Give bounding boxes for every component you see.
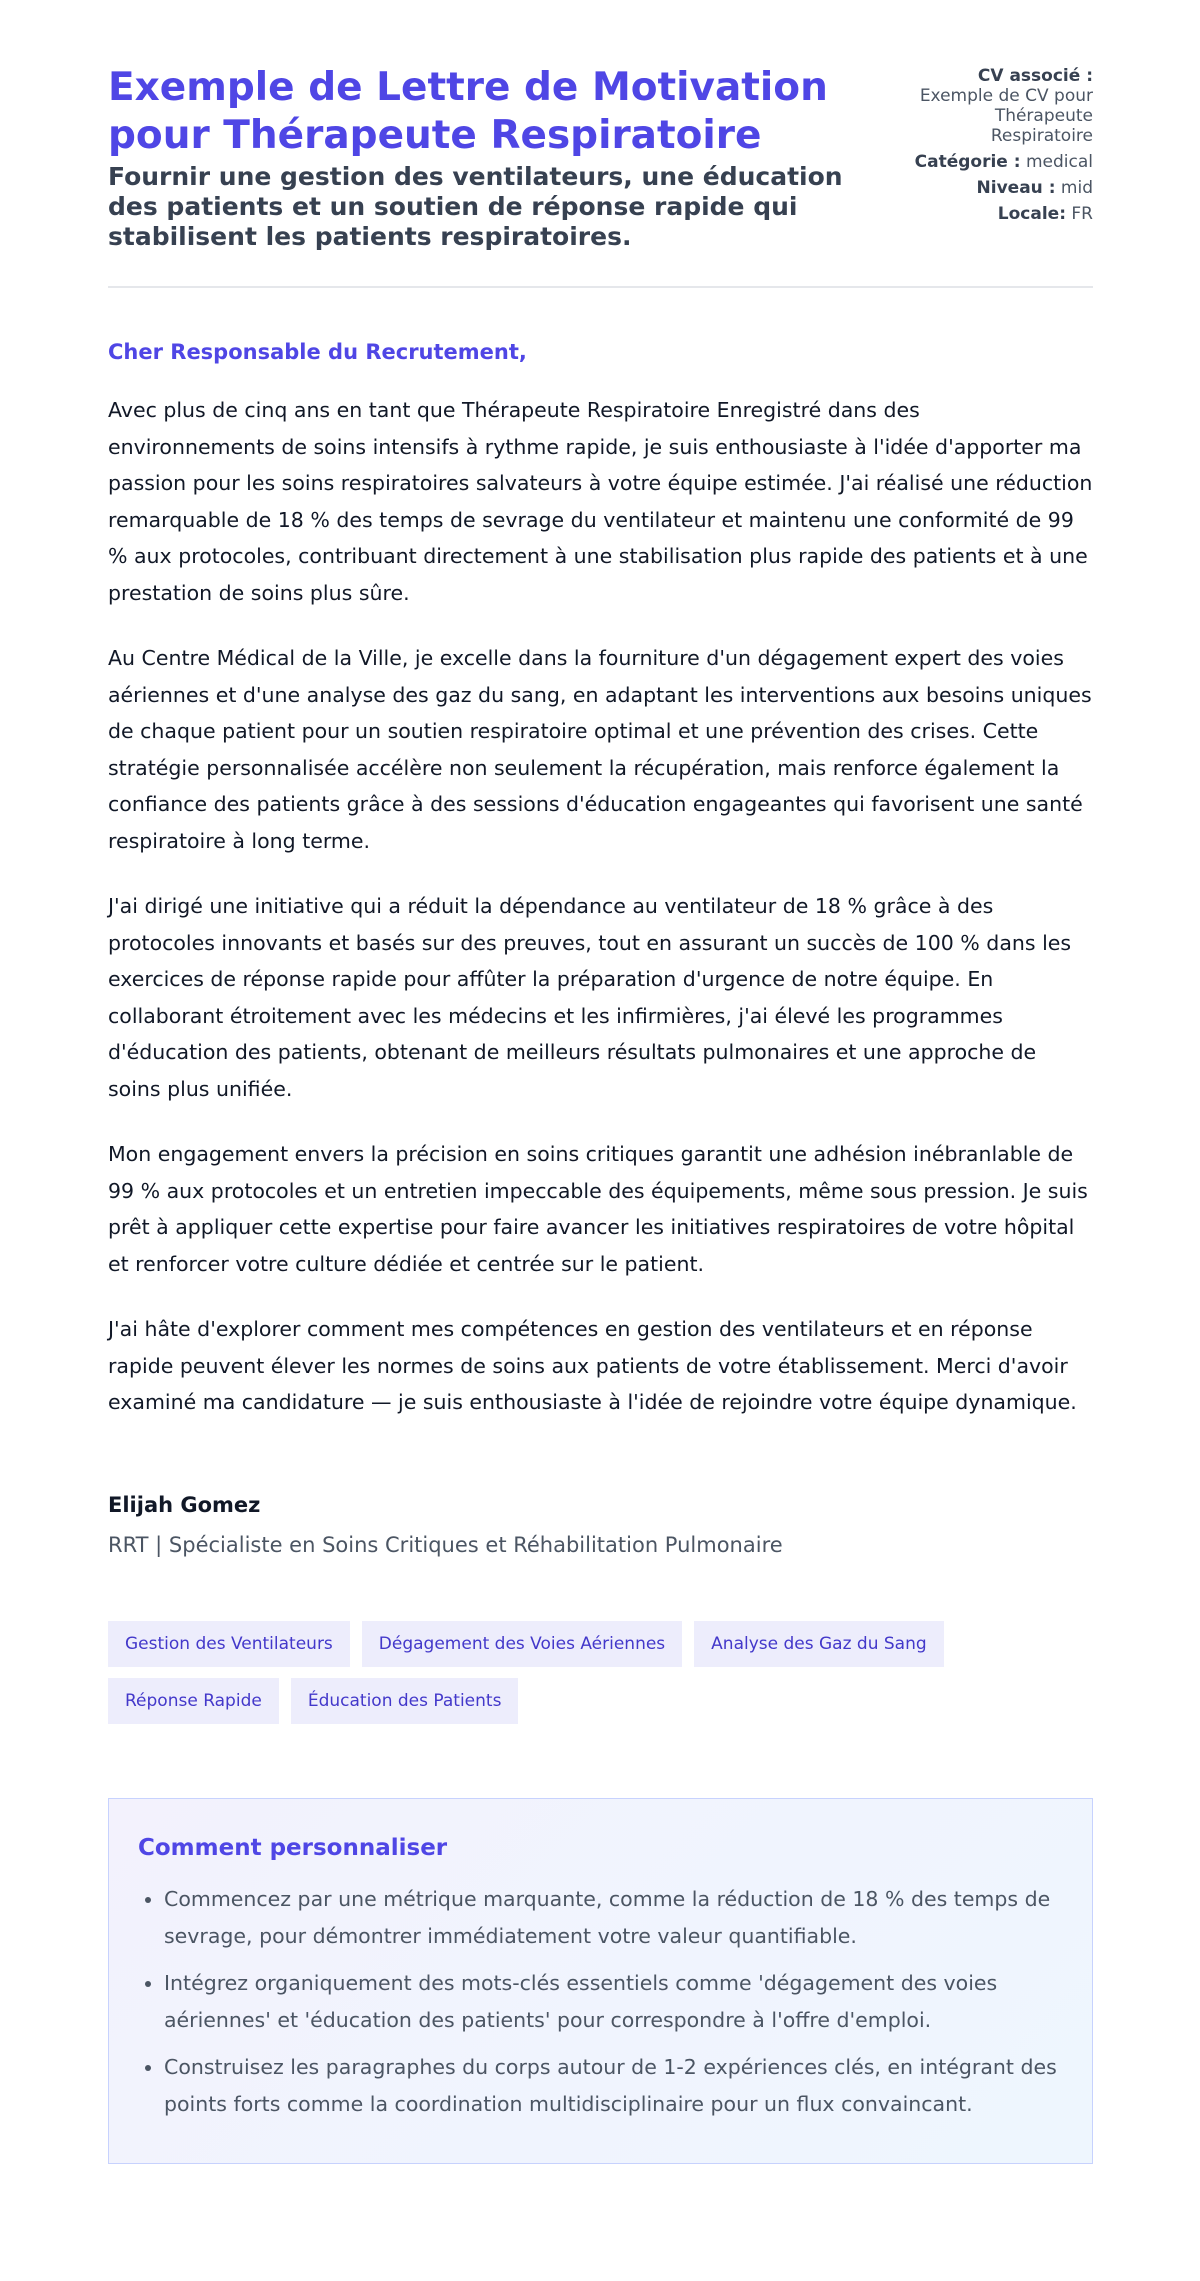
tip-item: • Commencez par une métrique marquante, comme la réduction de 18 % des temps de sevrage, pour démontrer immédiatement votre valeur quantifiable. (164, 1881, 1063, 1956)
page-title: Exemple de Lettre de Motivation pour Thérapeute Respiratoire (108, 65, 828, 158)
paragraph: J'ai dirigé une initiative qui a réduit la dépendance au ventilateur de 18 % grâce à des protocoles innovants et basés sur des preuves, tout en assurant un succès de 100 % dans les exercices de réponse rapide pour affûter la préparation d'urgence de notre équipe. En collaborant étroitement avec les médecins et les infirmières, j'ai élevé les programmes d'éducation des patients, obtenant de meilleurs résultats pulmonaires et une approche de soins plus unifiée. (108, 894, 1072, 1101)
tips-title: Comment personnaliser (138, 1834, 448, 1861)
paragraph: J'ai hâte d'explorer comment mes compétences en gestion des ventilateurs et en réponse rapide peuvent élever les normes de soins aux patients de votre établissement. Merci d'avoir examiné ma candidature — je suis enthousiaste à l'idée de rejoindre votre équipe dynamique. (108, 1317, 1077, 1414)
tip-item: • Construisez les paragraphes du corps autour de 1-2 expériences clés, en intégrant des points forts comme la coordination multidisciplinaire pour un flux convaincant. (164, 2049, 1063, 2124)
locale-value: FR (1071, 204, 1093, 224)
level-label: Niveau : (976, 178, 1056, 198)
level-value: mid (1060, 178, 1093, 198)
skill-tag: Analyse des Gaz du Sang (694, 1621, 944, 1667)
paragraph: Au Centre Médical de la Ville, je excelle dans la fourniture d'un dégagement expert des voies aériennes et d'une analyse des gaz du sang, en adaptant les interventions aux besoins uniques de chaque patient pour un soutien respiratoire optimal et une prévention des crises. Cette stratégie personnalisée accélère non seulement la récupération, mais renforce également la confiance des patients grâce à des sessions d'éducation engageantes qui favorisent une santé respiratoire à long terme. (108, 646, 1092, 853)
locale-label: Locale: (997, 204, 1066, 224)
category-label: Catégorie : (914, 152, 1021, 172)
cv-label: CV associé : (977, 66, 1093, 86)
paragraph: Mon engagement envers la précision en soins critiques garantit une adhésion inébranlable de 99 % aux protocoles et un entretien impeccable des équipements, même sous pression. Je suis prêt à appliquer cette expertise pour faire avancer les initiatives respiratoires de votre hôpital et renforcer votre culture dédiée et centrée sur le patient. (108, 1142, 1088, 1276)
greeting: Cher Responsable du Recrutement, (108, 340, 527, 364)
skill-tags (108, 1621, 1008, 1724)
letter-body (108, 392, 1093, 1421)
meta-panel (903, 66, 1093, 230)
customization-tips (108, 1798, 1093, 2164)
skill-tag: Gestion des Ventilateurs (108, 1621, 350, 1667)
paragraph: Avec plus de cinq ans en tant que Thérapeute Respiratoire Enregistré dans des environnements de soins intensifs à rythme rapide, je suis enthousiaste à l'idée d'apporter ma passion pour les soins respiratoires salvateurs à votre équipe estimée. J'ai réalisé une réduction remarquable de 18 % des temps de sevrage du ventilateur et maintenu une conformité de 99 % aux protocoles, contribuant directement à une stabilisation plus rapide des patients et à une prestation de soins plus sûre. (108, 398, 1093, 605)
cv-value[interactable]: Exemple de CV pour Thérapeute Respiratoire (919, 86, 1093, 146)
skill-tag: Réponse Rapide (108, 1678, 279, 1724)
cover-letter-page (108, 64, 1093, 2164)
skill-tag: Éducation des Patients (291, 1678, 519, 1724)
signature-role: RRT | Spécialiste en Soins Critiques et Réhabilitation Pulmonaire (108, 1532, 783, 1557)
signature-name: Elijah Gomez (108, 1492, 261, 1517)
divider (108, 286, 1093, 288)
page-subtitle: Fournir une gestion des ventilateurs, une éducation des patients et un soutien de réponse rapide qui stabilisent les patients respiratoires. (108, 162, 843, 251)
tip-item: • Intégrez organiquement des mots-clés essentiels comme 'dégagement des voies aériennes' et 'éducation des patients' pour correspondre à l'offre d'emploi. (164, 1965, 1063, 2040)
header (108, 64, 1093, 252)
category-value: medical (1025, 152, 1093, 172)
skill-tag: Dégagement des Voies Aériennes (362, 1621, 682, 1667)
signature (108, 1491, 1093, 1559)
